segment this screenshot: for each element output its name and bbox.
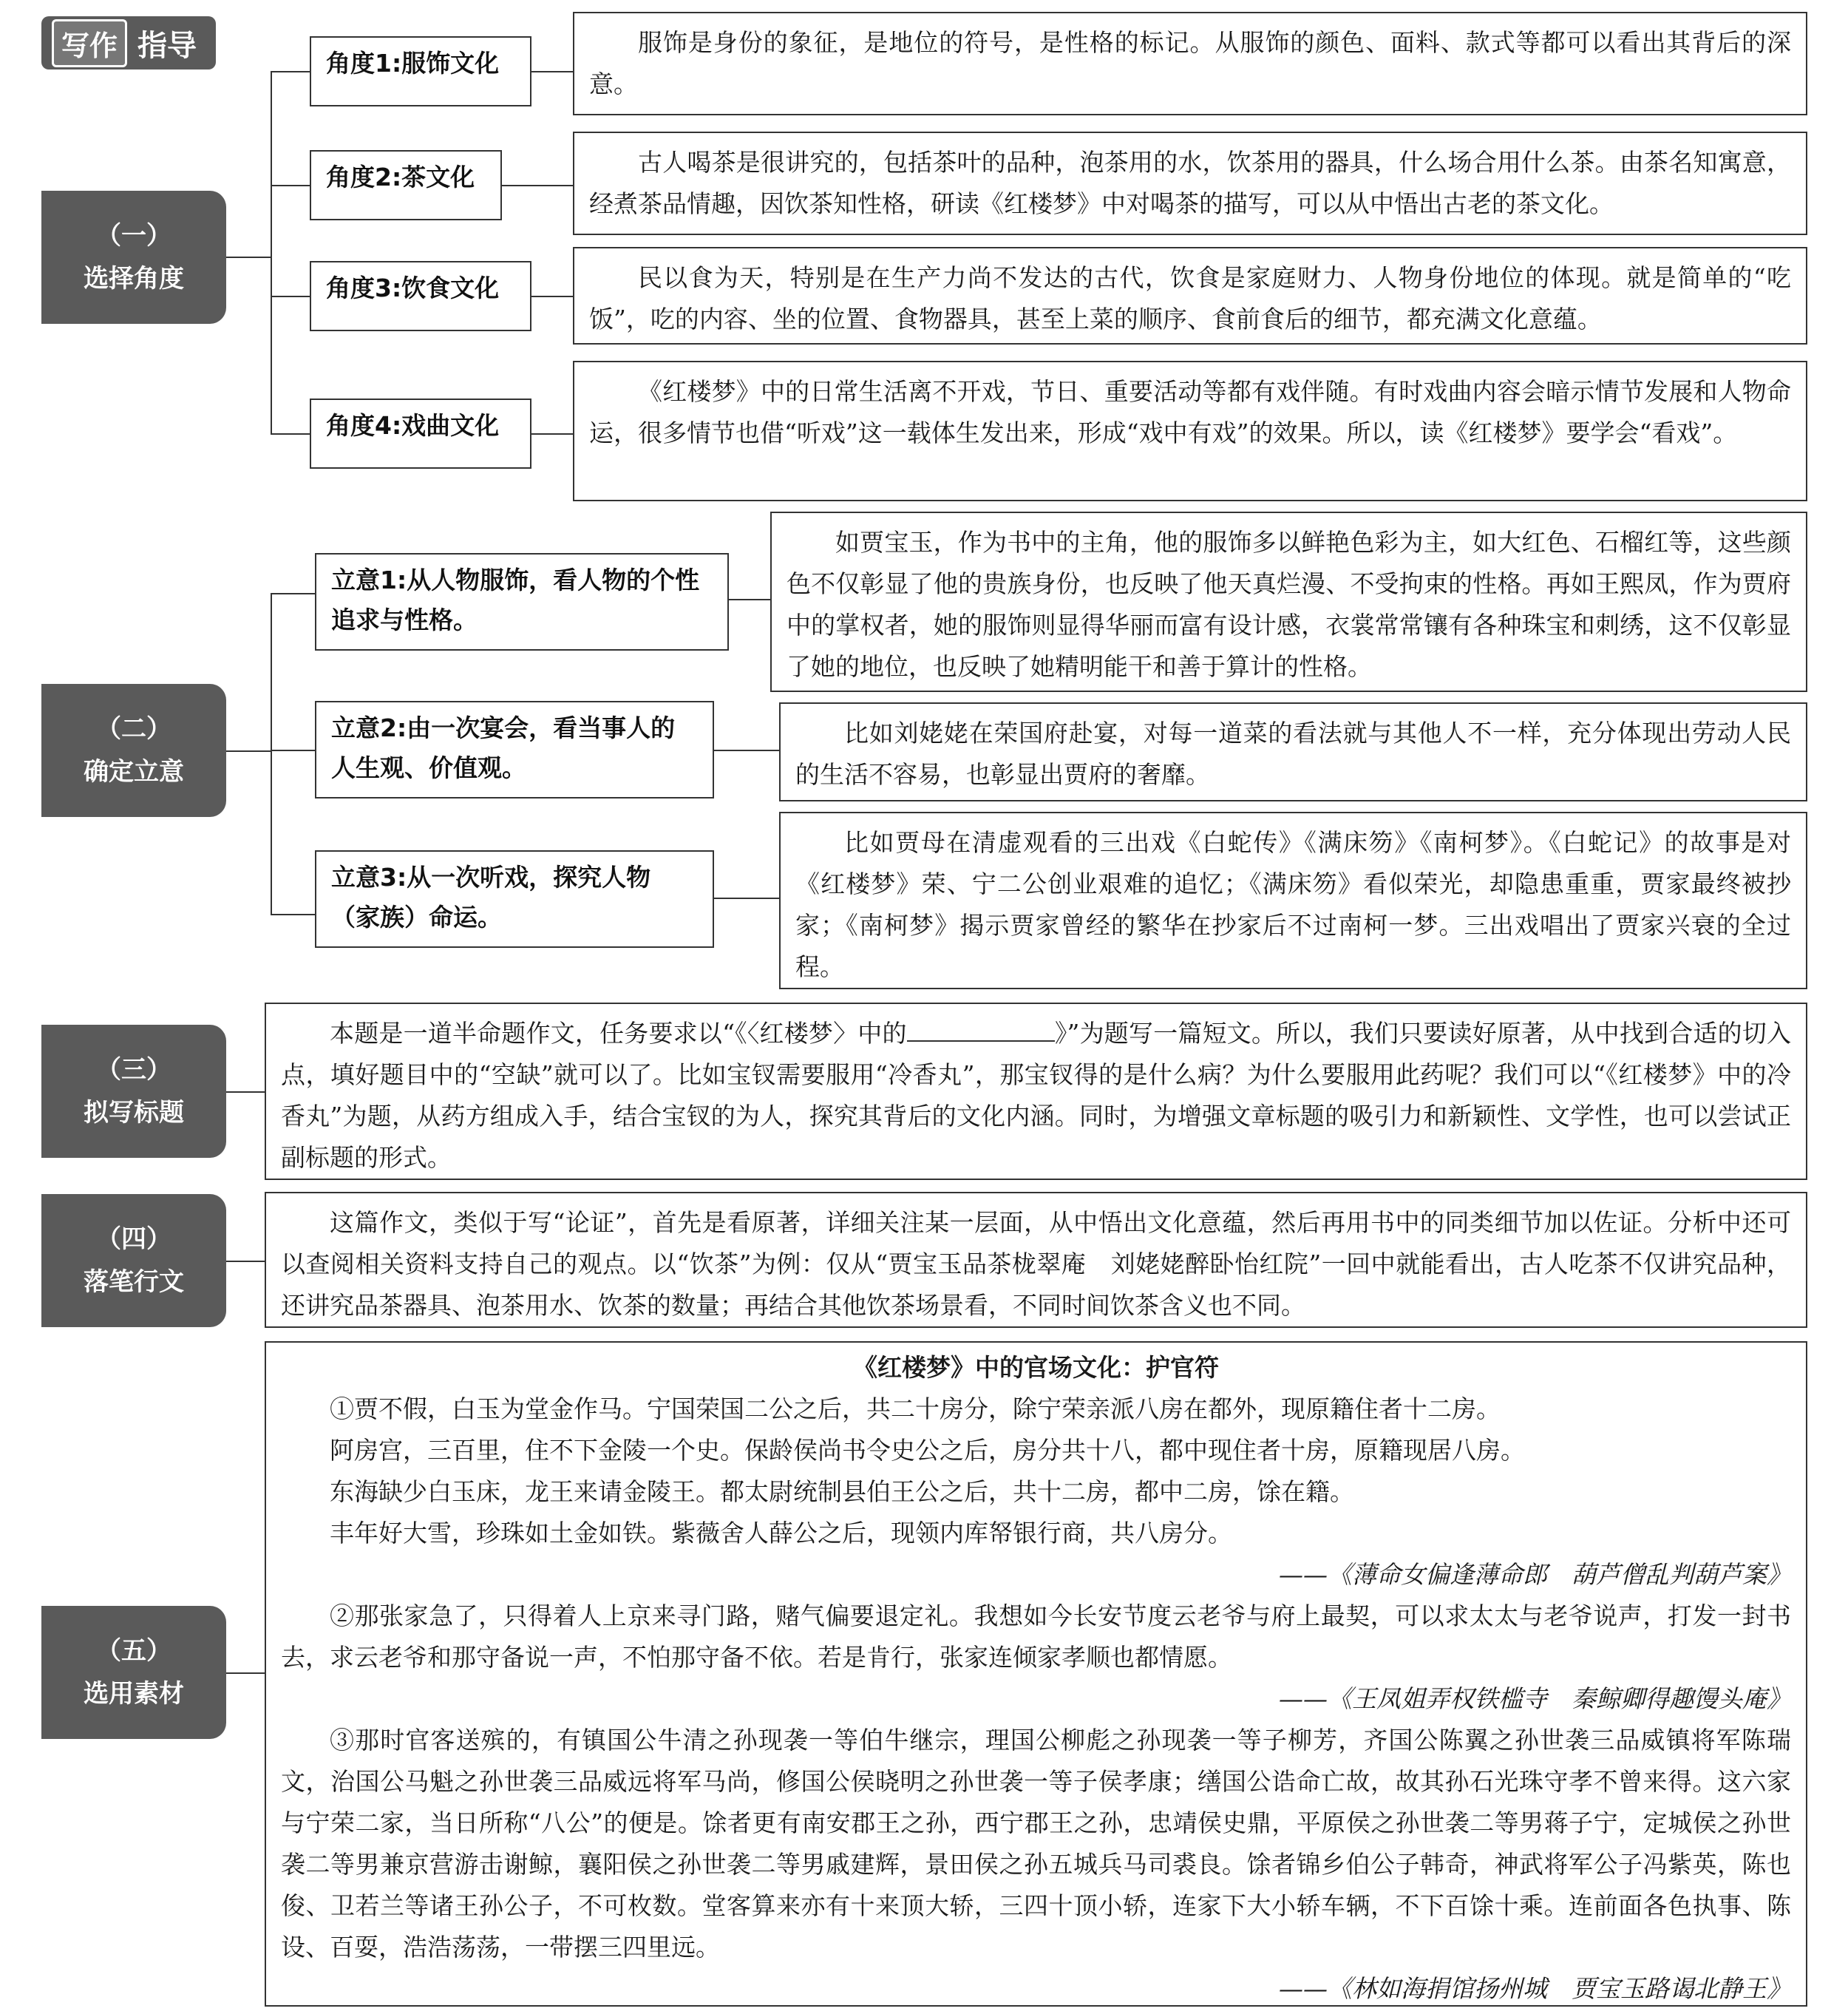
section-number: （二） [96, 714, 171, 744]
section-number: （一） [96, 221, 171, 251]
angle-text: 服饰是身份的象征，是地位的符号，是性格的标记。从服饰的颜色、面料、款式等都可以看出其背后的深意。 [573, 12, 1807, 115]
connector [271, 914, 315, 915]
connector [271, 750, 315, 751]
connector [531, 433, 573, 435]
theme-text: 比如刘姥姥在荣国府赴宴，对每一道菜的看法就与其他人不一样，充分体现出劳动人民的生活不容易，也彰显出贾府的奢靡。 [779, 702, 1807, 801]
material-source: ——《薄命女偏逢薄命郎 葫芦僧乱判葫芦案》 [1279, 1560, 1791, 1589]
material-line: 丰年好大雪，珍珠如土金如铁。紫薇舍人薛公之后，现领内库帑银行商，共八房分。 [330, 1519, 1232, 1547]
theme-text: 如贾宝玉，作为书中的主角，他的服饰多以鲜艳色彩为主，如大红色、石榴红等，这些颜色不仅彰显了他的贵族身份，也反映了他天真烂漫、不受拘束的性格。再如王熙凤，作为贾府中的掌权者，她的服饰则显得华丽而富有设计感，衣裳常常镶有各种珠宝和刺绣，这不仅彰显了她的地位，也反映了她精明能干和善于算计的性格。 [770, 512, 1807, 692]
connector [531, 296, 573, 297]
section-draft-title [41, 1025, 226, 1158]
section-number: （三） [96, 1055, 171, 1085]
writing-guidance-text: 这篇作文，类似于写“论证”，首先是看原著，详细关注某一层面，从中悟出文化意蕴，然后再用书中的同类细节加以佐证。分析中还可以查阅相关资料支持自己的观点。以“饮茶”为例：仅从“贾宝玉品茶栊翠庵 刘姥姥醉卧怡红院”一回中就能看出，古人吃茶不仅讲究品种，还讲究品茶器具、泡茶用水、饮茶的数量；再结合其他饮茶场景看，不同时间饮茶含义也不同。 [265, 1192, 1807, 1328]
connector [271, 433, 310, 435]
connector [502, 185, 573, 186]
angle-label: 角度1:服饰文化 [310, 36, 531, 106]
material-paragraph: ②那张家急了，只得着人上京来寻门路，赌气偏要退定礼。我想如今长安节度云老爷与府上最契，可以求太太与老爷说声，打发一封书去，求云老爷和那守备说一声，不怕那守备不依。若是肯行，张家连倾家孝顺也都情愿。 [281, 1601, 1791, 1672]
connector [271, 71, 310, 72]
section-number: （四） [96, 1224, 171, 1254]
material-paragraph: ③那时官客送殡的，有镇国公牛清之孙现袭一等伯牛继宗，理国公柳彪之孙现袭一等子柳芳，齐国公陈翼之孙世袭三品威镇将军陈瑞文，治国公马魁之孙世袭三品威远将军马尚，修国公侯晓明之孙世袭一等子侯孝康；缮国公诰命亡故，故其孙石光珠守孝不曾来得。这六家与宁荣二家，当日所称“八公”的便是。馀者更有南安郡王之孙，西宁郡王之孙，忠靖侯史鼎，平原侯之孙世袭二等男蒋子宁，定城侯之孙世袭二等男兼京营游击谢鲸，襄阳侯之孙世袭二等男戚建辉，景田侯之孙五城兵马司裘良。馀者锦乡伯公子韩奇，神武将军公子冯紫英，陈也俊、卫若兰等诸王孙公子，不可枚数。堂客算来亦有十来顶大轿，三四十顶小轿，连家下大小轿车辆，不下百馀十乘。连前面各色执事、陈设、百耍，浩浩荡荡，一带摆三四里远。 [281, 1726, 1791, 1962]
angle-text: 民以食为天，特别是在生产力尚不发达的古代，饮食是家庭财力、人物身份地位的体现。就是简单的“吃饭”，吃的内容、坐的位置、食物器具，甚至上菜的顺序、食前食后的细节，都充满文化意蕴。 [573, 247, 1807, 345]
materials-box [265, 1341, 1807, 2007]
material-source: ——《王凤姐弄权铁槛寺 秦鲸卿得趣馒头庵》 [1279, 1684, 1791, 1713]
section-title: 落笔行文 [84, 1267, 184, 1297]
section-writing [41, 1194, 226, 1327]
connector [226, 1091, 265, 1093]
material-line: 阿房宫，三百里，住不下金陵一个史。保龄侯尚书令史公之后，房分共十八，都中现住者十房，原籍现居八房。 [330, 1436, 1525, 1465]
angle-label: 角度2:茶文化 [310, 150, 502, 220]
material-line: 东海缺少白玉床，龙王来请金陵王。都太尉统制县伯王公之后，共十二房，都中二房，馀在籍。 [330, 1477, 1354, 1506]
angle-text: 《红楼梦》中的日常生活离不开戏，节日、重要活动等都有戏伴随。有时戏曲内容会暗示情节发展和人物命运，很多情节也借“听戏”这一载体生发出来，形成“戏中有戏”的效果。所以，读《红楼梦》要学会“看戏”。 [573, 361, 1807, 501]
theme-label: 立意2:由一次宴会，看当事人的人生观、价值观。 [315, 701, 714, 799]
angle-text: 古人喝茶是很讲究的，包括茶叶的品种，泡茶用的水，饮茶用的器具，什么场合用什么茶。由茶名知寓意，经煮茶品情趣，因饮茶知性格，研读《红楼梦》中对喝茶的描写，可以从中悟出古老的茶文化。 [573, 132, 1807, 235]
connector [531, 71, 573, 72]
section-number: （五） [96, 1636, 171, 1666]
section-select-materials [41, 1606, 226, 1739]
connector [226, 1261, 265, 1262]
section-title: 拟写标题 [84, 1098, 184, 1128]
section-header-badge [41, 16, 216, 69]
section-title: 选择角度 [84, 264, 184, 294]
theme-label: 立意3:从一次听戏，探究人物（家族）命运。 [315, 850, 714, 948]
connector [226, 257, 271, 258]
connector [271, 593, 272, 914]
connector [271, 296, 310, 297]
connector [271, 71, 272, 433]
section-choose-angle [41, 191, 226, 324]
section-determine-theme [41, 684, 226, 817]
connector [714, 898, 779, 899]
angle-label: 角度3:饮食文化 [310, 261, 531, 331]
connector [226, 750, 271, 752]
material-line: ①贾不假，白玉为堂金作马。宁国荣国二公之后，共二十房分，除宁荣亲派八房在都外，现原籍住者十二房。 [330, 1394, 1501, 1423]
section-title: 确定立意 [84, 757, 184, 787]
connector [271, 593, 315, 594]
header-title: 指导 [137, 28, 197, 63]
connector [271, 185, 310, 186]
angle-label: 角度4:戏曲文化 [310, 399, 531, 469]
material-source: ——《林如海捐馆扬州城 贾宝玉路谒北静王》 [1279, 1974, 1791, 2003]
connector [714, 750, 779, 751]
theme-label: 立意1:从人物服饰，看人物的个性追求与性格。 [315, 553, 729, 651]
title-blank [907, 1018, 1055, 1042]
title-guidance-text: 本题是一道半命题作文，任务要求以“《〈红楼梦〉中的 》”为题写一篇短文。所以，我们只要读好原著，从中找到合适的切入点，填好题目中的“空缺”就可以了。比如宝钗需要服用“冷香丸”，那宝钗得的是什么病？为什么要服用此药呢？我们可以“《红楼梦》中的冷香丸”为题，从药方组成入手，结合宝钗的为人，探究其背后的文化内涵。同时，为增强文章标题的吸引力和新颖性、文学性，也可以尝试正副标题的形式。 [265, 1003, 1807, 1180]
connector [226, 1672, 265, 1674]
materials-title: 《红楼梦》中的官场文化：护官符 [853, 1353, 1219, 1382]
section-title: 选用素材 [84, 1679, 184, 1709]
connector [729, 599, 770, 600]
theme-text: 比如贾母在清虚观看的三出戏《白蛇传》《满床笏》《南柯梦》。《白蛇记》的故事是对《红楼梦》荣、宁二公创业艰难的追忆；《满床笏》看似荣光，却隐患重重，贾家最终被抄家；《南柯梦》揭示贾家曾经的繁华在抄家后不过南柯一梦。三出戏唱出了贾家兴衰的全过程。 [779, 812, 1807, 989]
header-tag: 写作 [52, 19, 127, 67]
